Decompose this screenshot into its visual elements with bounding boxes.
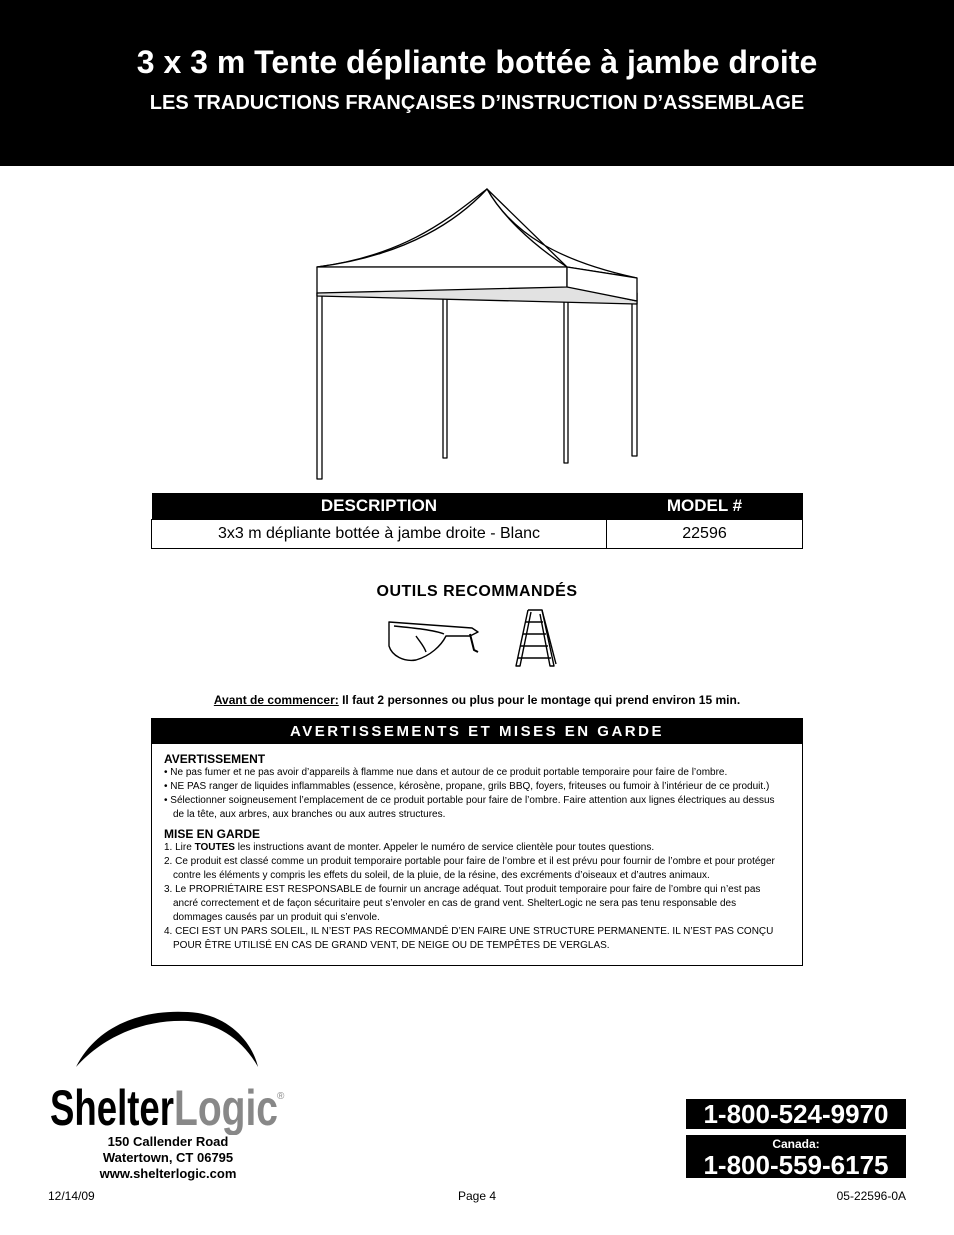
tools-heading: OUTILS RECOMMANDÉS xyxy=(376,583,578,600)
safety-glasses-icon xyxy=(386,612,482,664)
before-you-begin-label: Avant de commencer: xyxy=(213,693,339,707)
avertissement-heading: AVERTISSEMENT xyxy=(164,752,266,766)
page-title: 3 x 3 m Tente dépliante bottée à jambe droite xyxy=(136,44,818,80)
warning-item: • Sélectionner soigneusement l’emplacement de ce produit portable pour faire de l’ombre. Faire attention aux lignes électriques au dessus xyxy=(164,795,775,806)
before-you-begin-text: Il faut 2 personnes ou plus pour le montage qui prend environ 15 min. xyxy=(338,693,741,707)
model-cell: 22596 xyxy=(607,520,803,549)
warnings-box xyxy=(151,718,803,966)
before-you-begin-note xyxy=(0,693,954,707)
phone-number-main: 1-800-524-9970 xyxy=(686,1099,906,1129)
caution-item xyxy=(164,841,802,855)
company-address xyxy=(48,1134,288,1182)
caution-item: contre les éléments y compris les effets du soleil, de la pluie, de la résine, des excréments d’oiseaux et d’autres animaux. xyxy=(173,870,710,881)
warning-item: de la tête, aux arbres, aux branches ou aux autres structures. xyxy=(173,809,446,820)
footer-document-number: 05-22596-0A xyxy=(836,1189,906,1203)
caution-item-prefix: 1. Lire xyxy=(164,842,195,853)
caution-item: ancré correctement et de façon sécuritaire peut s’envoler en cas de grand vent. ShelterLogic ne sera pas tenu responsable des xyxy=(173,898,737,909)
caution-item-bold: TOUTES xyxy=(194,842,235,853)
caution-item: POUR ÊTRE UTILISÉ EN CAS DE GRAND VENT, DE NEIGE OU DE TEMPÊTES DE VERGLAS. xyxy=(173,940,610,951)
footer-page-number: Page 4 xyxy=(457,1189,497,1203)
page-subtitle: LES TRADUCTIONS FRANÇAISES D’INSTRUCTION D’ASSEMBLAGE xyxy=(149,92,805,114)
address-line: 150 Callender Road xyxy=(107,1134,229,1149)
caution-item: 2. Ce produit est classé comme un produit temporaire portable pour faire de l’ombre et il est prévu pour fournir de l’ombre et pour protéger xyxy=(164,856,775,867)
description-cell: 3x3 m dépliante bottée à jambe droite - Blanc xyxy=(152,520,607,549)
phone-number-canada-box xyxy=(686,1135,906,1178)
logo-shelter-text: Shelter xyxy=(50,1080,174,1135)
warning-item: • NE PAS ranger de liquides inflammables (essence, kérosène, propane, grils BBQ, foyers, friteuses ou fumoir à l’intérieur de ce produit.) xyxy=(164,781,770,792)
website-text: www.shelterlogic.com xyxy=(99,1166,237,1181)
address-line: Watertown, CT 06795 xyxy=(102,1150,234,1165)
step-ladder-icon xyxy=(514,608,558,670)
caution-item-suffix: les instructions avant de monter. Appeler le numéro de service clientèle pour toutes questions. xyxy=(234,842,655,853)
warnings-title: AVERTISSEMENTS ET MISES EN GARDE xyxy=(152,719,802,744)
mise-en-garde-heading: MISE EN GARDE xyxy=(164,827,261,841)
description-header: DESCRIPTION xyxy=(152,493,607,520)
logo-logic-text: Logic xyxy=(174,1080,278,1135)
header-banner xyxy=(0,0,954,166)
caution-item: 4. CECI EST UN PARS SOLEIL, IL N’EST PAS RECOMMANDÉ D’EN FAIRE UNE STRUCTURE PERMANENTE. IL N’EST PAS CONÇU xyxy=(164,926,774,937)
footer-date: 12/14/09 xyxy=(48,1189,95,1203)
caution-item: dommages causés par un produit qui s’envole. xyxy=(173,912,380,923)
shelterlogic-logo xyxy=(48,1005,288,1135)
product-spec-table xyxy=(151,493,803,549)
phone-number-canada: 1-800-559-6175 xyxy=(703,1150,889,1180)
model-header: MODEL # xyxy=(607,493,803,520)
canopy-tent-illustration xyxy=(300,183,650,483)
caution-item: 3. Le PROPRIÉTAIRE EST RESPONSABLE de fournir un ancrage adéquat. Tout produit temporaire pour faire de l’ombre qui n’est pas xyxy=(164,884,761,895)
canada-label: Canada: xyxy=(772,1137,820,1151)
warning-item: • Ne pas fumer et ne pas avoir d’appareils à flamme nue dans et autour de ce produit portable temporaire pour faire de l’ombre. xyxy=(164,767,728,778)
logo-registered-mark: ® xyxy=(277,1091,285,1102)
